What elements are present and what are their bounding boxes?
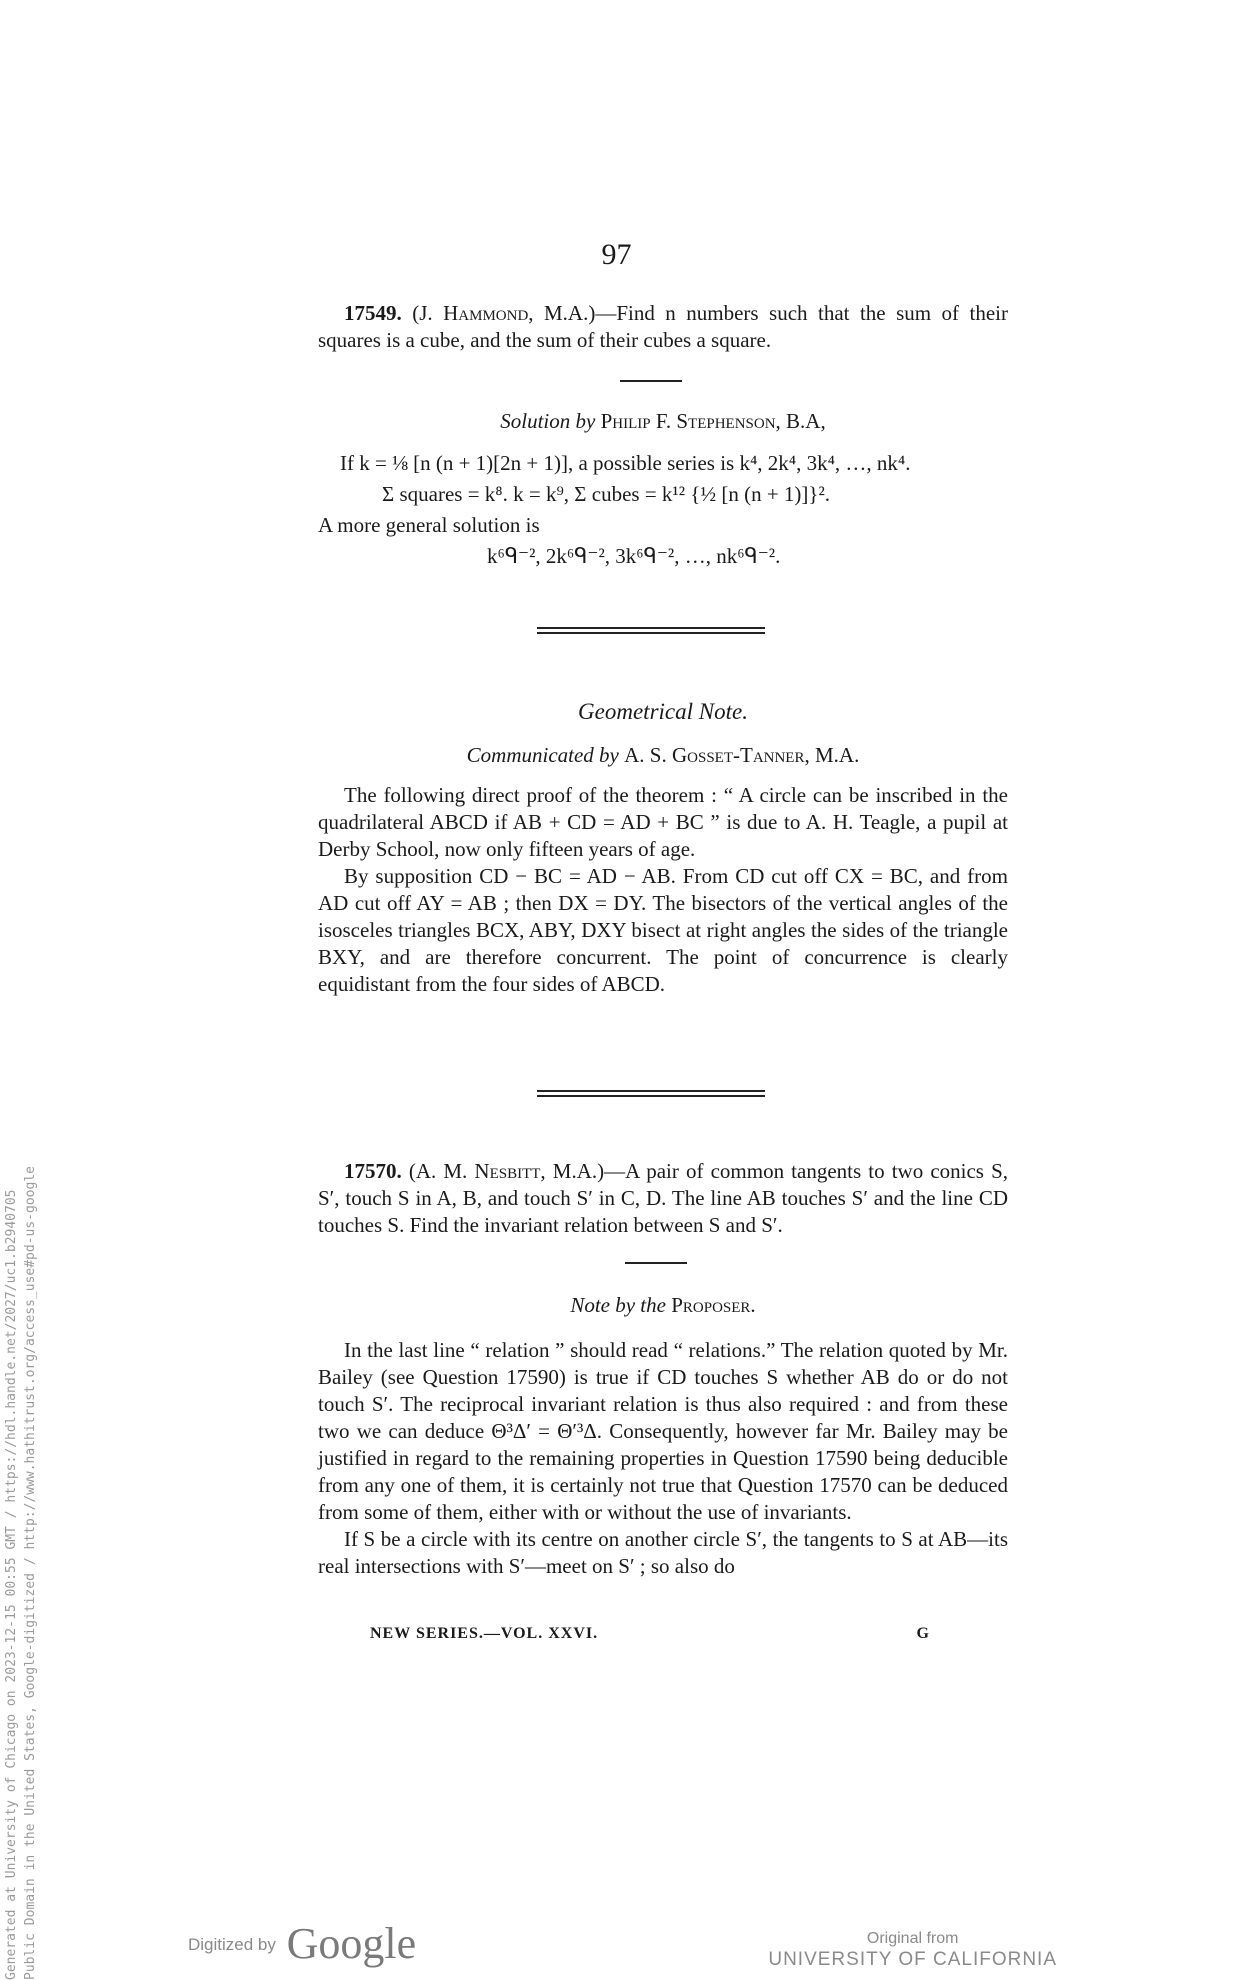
solution-label: Solution by	[500, 409, 596, 433]
digitized-by-label: Digitized by	[188, 1935, 276, 1954]
digitized-by-watermark	[188, 1918, 416, 1969]
note-author: Proposer.	[671, 1293, 756, 1317]
google-logo: Google	[286, 1919, 417, 1968]
hathitrust-sidebar	[2, 1166, 40, 1980]
paragraph: In the last line “ relation ” should read “ relations.” The relation quoted by Mr. Bailey (see Question 17590) is true if CD touches S whether AB do or do not touch S′. The reciprocal invariant relation is thus also required : and from these two we can deduce Θ³Δ′ = Θ′³Δ. Consequently, however far Mr. Bailey may be justified in regard to the remaining properties in Question 17590 being deducible from any one of them, it is certainly not true that Question 17570 can be deduced from some of them, either with or without the use of invariants.	[318, 1338, 1008, 1524]
question-17570	[318, 1158, 1008, 1239]
communicated-degree: , M.A.	[804, 743, 860, 767]
section-title: Geometrical Note.	[578, 699, 748, 724]
sidebar-line-1: Generated at University of Chicago on 2023-12-15 00:55 GMT / https://hdl.handle.net/2027/uc1.b2940705	[4, 1189, 19, 1980]
communicated-author: A. S. Gosset-Tanner	[624, 743, 805, 767]
short-rule	[620, 380, 682, 382]
paragraph: By supposition CD − BC = AD − AB. From CD cut off CX = BC, and from AD cut off AY = AB ; then DX = DY. The bisectors of the vertical angles of the isosceles triangles BCX, ABY, DXY bisect at right angles the sides of the triangle BXY, and are therefore concurrent. The point of concurrence is clearly equidistant from the four sides of ABCD.	[318, 864, 1008, 996]
solution-author: Philip F. Stephenson	[600, 409, 776, 433]
question-open: (A. M.	[408, 1159, 468, 1183]
original-from-watermark	[768, 1928, 1057, 1970]
question-text: , M.A.)—Find n numbers such that the sum of their squares is a cube, and the sum of their cubes a square.	[318, 301, 1008, 352]
question-open: (J.	[412, 301, 433, 325]
question-author: Nesbitt	[474, 1159, 541, 1183]
communicated-line	[318, 742, 1008, 769]
solution-heading	[318, 408, 1008, 435]
solution-degree: , B.A,	[775, 409, 826, 433]
signature-mark: G	[916, 1625, 930, 1642]
solution-line-3: A more general solution is	[318, 513, 540, 537]
footer-line	[370, 1625, 930, 1643]
solution-line-2: Σ squares = k⁸. k = k⁹, Σ cubes = k¹² {½ [n (n + 1)]}².	[382, 482, 831, 506]
question-author: Hammond	[443, 301, 529, 325]
solution-line-1: If k = ⅛ [n (n + 1)[2n + 1)], a possible series is k⁴, 2k⁴, 3k⁴, …, nk⁴.	[340, 451, 911, 475]
double-rule	[537, 1090, 765, 1097]
question-number: 17570.	[344, 1159, 402, 1183]
note-heading	[318, 1292, 1008, 1319]
university-label: UNIVERSITY OF CALIFORNIA	[768, 1949, 1057, 1970]
short-rule	[625, 1262, 687, 1264]
proposer-note-body	[318, 1337, 1008, 1580]
question-17549	[318, 300, 1008, 354]
question-text: , M.A.)—A pair of common tangents to two conics S, S′, touch S in A, B, and touch S′ in C, D. The line AB touches S′ and the line CD touches S. Find the invariant relation between S and S′.	[318, 1159, 1008, 1237]
communicated-label: Communicated by	[466, 743, 619, 767]
page-number: 97	[601, 238, 632, 271]
question-number: 17549.	[344, 301, 402, 325]
paragraph: If S be a circle with its centre on another circle S′, the tangents to S at AB—its real intersections with S′—meet on S′ ; so also do	[318, 1527, 1008, 1578]
double-rule	[537, 627, 765, 634]
solution-line-4: k⁶ᑫ⁻², 2k⁶ᑫ⁻², 3k⁶ᑫ⁻², …, nk⁶ᑫ⁻².	[487, 544, 781, 568]
note-label: Note by the	[570, 1293, 666, 1317]
original-from-label: Original from	[866, 1930, 959, 1947]
sidebar-line-2: Public Domain in the United States, Google-digitized / http://www.hathitrust.org/access_use#pd-us-google	[23, 1166, 38, 1980]
paragraph: The following direct proof of the theorem : “ A circle can be inscribed in the quadrilateral ABCD if AB + CD = AD + BC ” is due to A. H. Teagle, a pupil at Derby School, now only fifteen years of age.	[318, 783, 1008, 861]
series-label: NEW SERIES.—VOL. XXVI.	[370, 1625, 599, 1642]
geometrical-note-body	[318, 782, 1008, 998]
